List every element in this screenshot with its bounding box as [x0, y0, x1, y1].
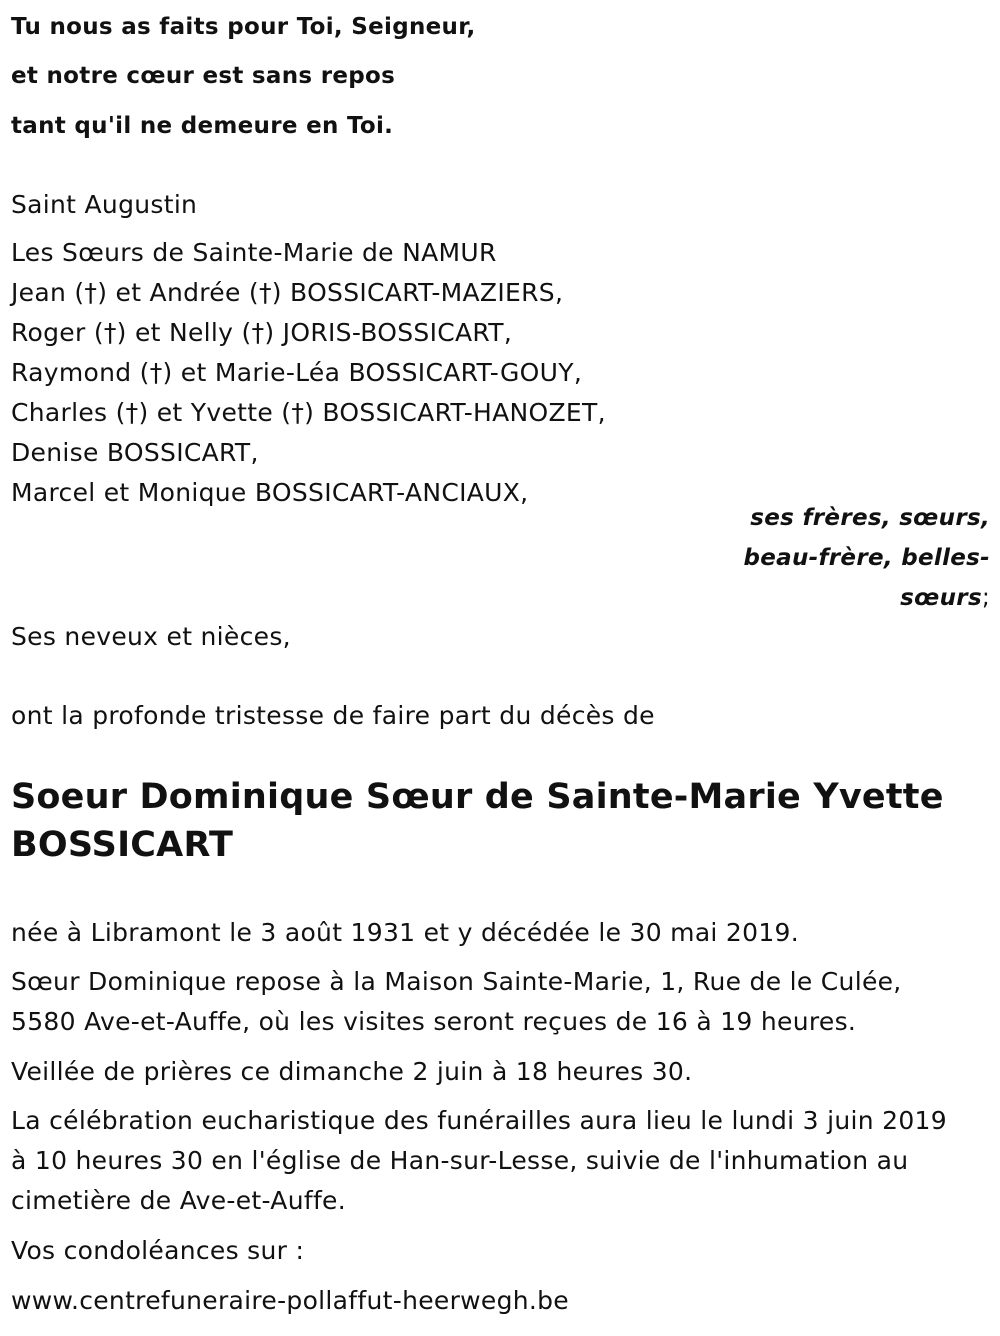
family-line: Denise BOSSICART,: [11, 438, 259, 467]
deceased-name-line-2: BOSSICART: [11, 825, 234, 865]
condolences-link[interactable]: www.centrefuneraire-pollaffut-heerwegh.be: [11, 1286, 569, 1315]
mass-line-1: La célébration eucharistique des funérailles aura lieu le lundi 3 juin 2019: [11, 1106, 947, 1135]
family-line: Raymond (†) et Marie-Léa BOSSICART-GOUY,: [11, 358, 583, 387]
quote-line-1: Tu nous as faits pour Toi, Seigneur,: [11, 14, 476, 40]
quote-line-2: et notre cœur est sans repos: [11, 63, 396, 89]
rest-line-2: 5580 Ave-et-Auffe, où les visites seront reçues de 16 à 19 heures.: [11, 1007, 857, 1036]
relation-line-3-text: sœurs: [900, 585, 982, 611]
quote-line-3: tant qu'il ne demeure en Toi.: [11, 113, 394, 139]
vigil-line: Veillée de prières ce dimanche 2 juin à 18 heures 30.: [11, 1057, 693, 1086]
birth-death-line: née à Libramont le 3 août 1931 et y décédée le 30 mai 2019.: [11, 918, 799, 947]
family-line: Marcel et Monique BOSSICART-ANCIAUX,: [11, 478, 529, 507]
relation-line-2: beau-frère, belles-: [743, 545, 990, 571]
deceased-name-line-1: Soeur Dominique Sœur de Sainte-Marie Yvette: [11, 777, 944, 817]
family-line: Charles (†) et Yvette (†) BOSSICART-HANOZET,: [11, 398, 606, 427]
mass-line-3: cimetière de Ave-et-Auffe.: [11, 1186, 346, 1215]
family-line: Roger (†) et Nelly (†) JORIS-BOSSICART,: [11, 318, 513, 347]
mass-line-2: à 10 heures 30 en l'église de Han-sur-Lesse, suivie de l'inhumation au: [11, 1146, 909, 1175]
family-line: Jean (†) et Andrée (†) BOSSICART-MAZIERS,: [11, 278, 564, 307]
relation-line-1: ses frères, sœurs,: [750, 505, 990, 531]
announcement-line: ont la profonde tristesse de faire part du décès de: [11, 701, 655, 730]
rest-line-1: Sœur Dominique repose à la Maison Sainte-Marie, 1, Rue de le Culée,: [11, 967, 902, 996]
quote-author: Saint Augustin: [11, 190, 198, 219]
relation-punctuation: ;: [981, 585, 990, 611]
relation-line-3: [900, 582, 990, 614]
family-line: Les Sœurs de Sainte-Marie de NAMUR: [11, 238, 497, 267]
nephews-line: Ses neveux et nièces,: [11, 622, 291, 651]
condolences-label: Vos condoléances sur :: [11, 1236, 305, 1265]
